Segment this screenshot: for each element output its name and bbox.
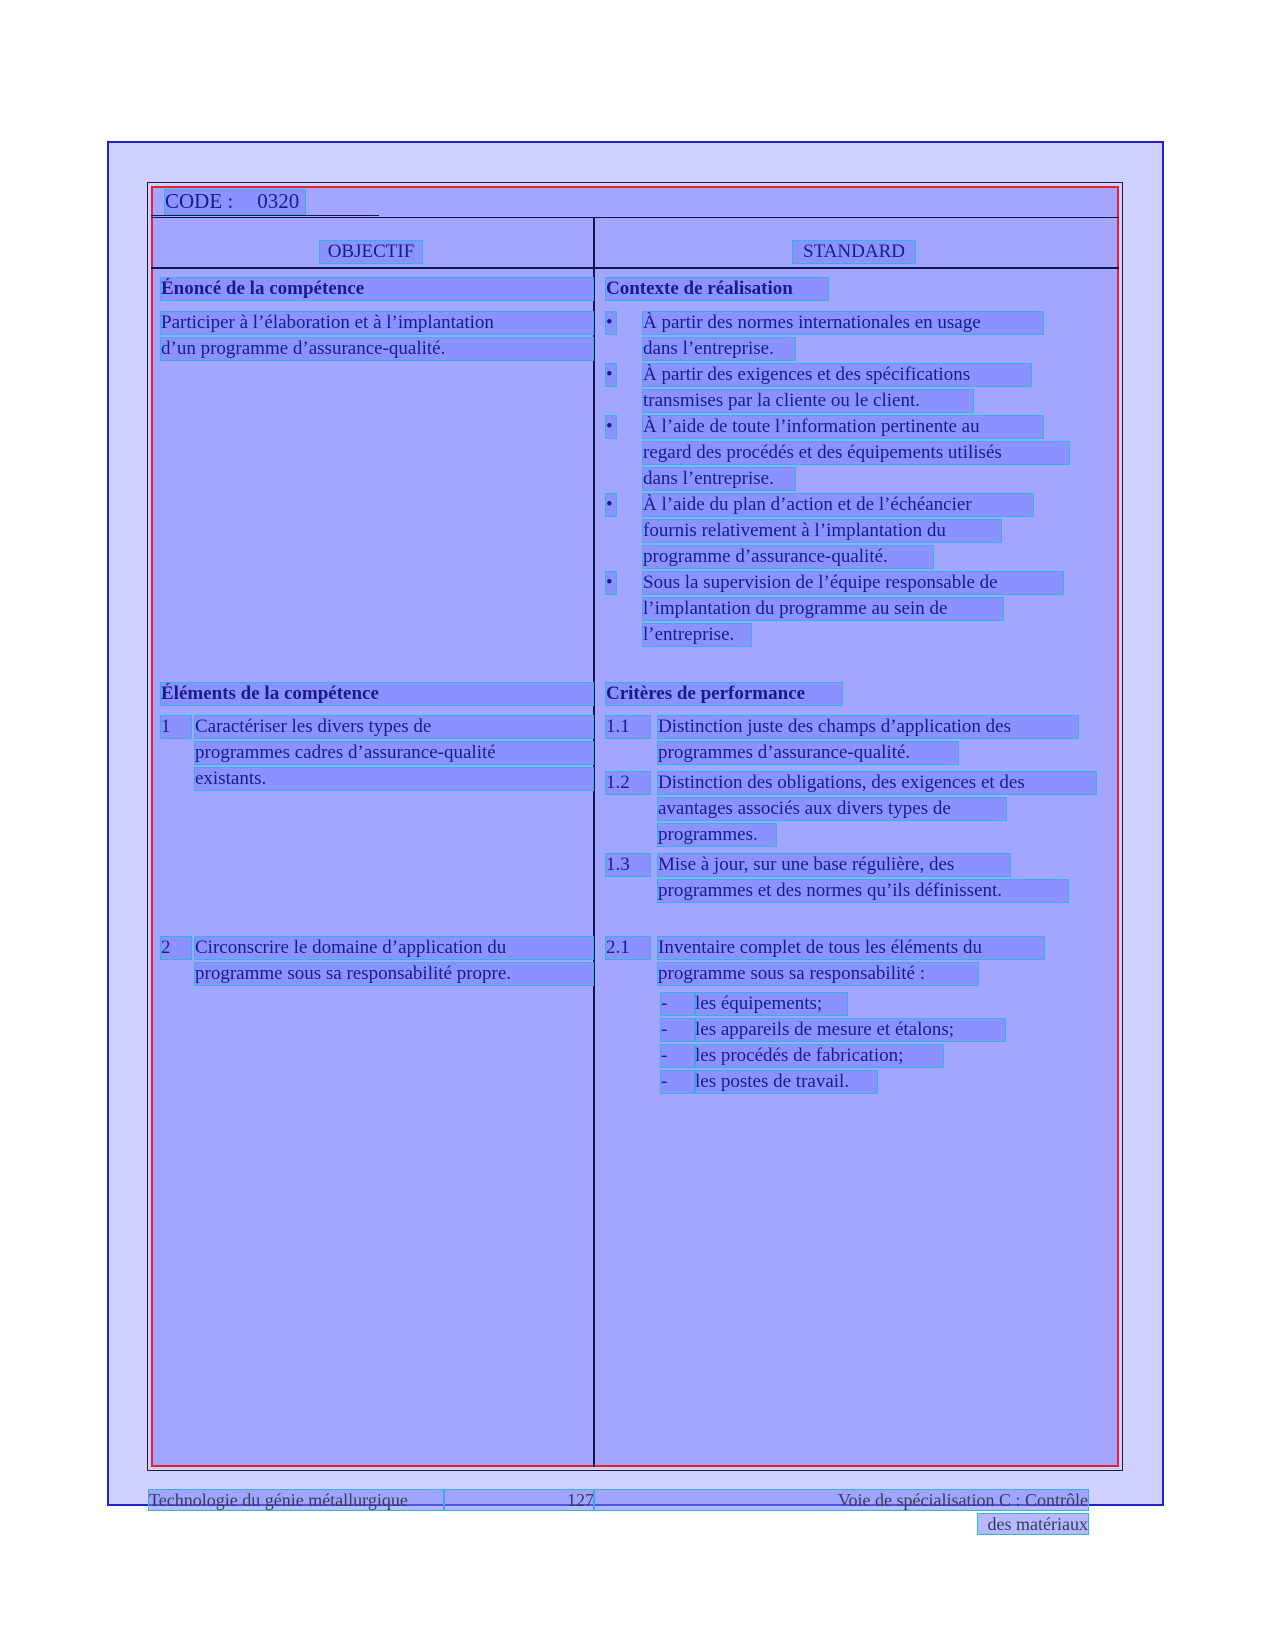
header-top-rule xyxy=(151,217,1119,218)
elements-title: Éléments de la compétence xyxy=(161,683,593,705)
critere-line: avantages associés aux divers types de xyxy=(658,798,1006,820)
critere-number: 1.1 xyxy=(606,716,650,738)
contexte-bullet: • xyxy=(606,494,616,516)
critere-line: Distinction des obligations, des exigences et des xyxy=(658,772,1096,794)
critere-line: programmes. xyxy=(658,824,776,846)
contexte-line: À partir des exigences et des spécifications xyxy=(643,364,1031,386)
critere-line: programme sous sa responsabilité : xyxy=(658,963,978,985)
footer-left: Technologie du génie métallurgique xyxy=(149,1490,444,1510)
footer-right-line1: Voie de spécialisation C : Contrôle xyxy=(594,1490,1088,1510)
code-value: 0320 xyxy=(257,189,300,213)
critere-line: Inventaire complet de tous les éléments du xyxy=(658,937,1044,959)
criteres-title: Critères de performance xyxy=(606,683,842,705)
contexte-line: Sous la supervision de l’équipe responsable de xyxy=(643,572,1063,594)
contexte-line: programme d’assurance-qualité. xyxy=(643,546,933,568)
contexte-bullet: • xyxy=(606,572,616,594)
contexte-bullet: • xyxy=(606,416,616,438)
element-line: existants. xyxy=(195,768,593,790)
critere-line: programmes d’assurance-qualité. xyxy=(658,742,958,764)
contexte-line: regard des procédés et des équipements utilisés xyxy=(643,442,1069,464)
critere-number: 1.3 xyxy=(606,854,650,876)
element-line: programmes cadres d’assurance-qualité xyxy=(195,742,593,764)
critere-subitem: les appareils de mesure et étalons; xyxy=(695,1019,1005,1041)
code-underline xyxy=(151,215,379,216)
contexte-line: À partir des normes internationales en usage xyxy=(643,312,1043,334)
critere-line: programmes et des normes qu’ils définissent. xyxy=(658,880,1068,902)
element-line: programme sous sa responsabilité propre. xyxy=(195,963,593,985)
enonce-line: d’un programme d’assurance-qualité. xyxy=(161,338,593,360)
critere-dash: - xyxy=(661,1045,695,1067)
column-header-objectif: OBJECTIF xyxy=(320,241,422,263)
element-number: 1 xyxy=(161,716,191,738)
contexte-line: dans l’entreprise. xyxy=(643,338,795,360)
critere-dash: - xyxy=(661,1019,695,1041)
code-label: CODE : 0320 xyxy=(165,190,305,214)
column-header-standard: STANDARD xyxy=(793,241,915,263)
contexte-line: l’implantation du programme au sein de xyxy=(643,598,1003,620)
critere-number: 1.2 xyxy=(606,772,650,794)
element-number: 2 xyxy=(161,937,191,959)
element-line: Circonscrire le domaine d’application du xyxy=(195,937,593,959)
enonce-title: Énoncé de la compétence xyxy=(161,278,593,300)
critere-dash: - xyxy=(661,993,695,1015)
column-divider xyxy=(593,218,595,1467)
critere-line: Mise à jour, sur une base régulière, des xyxy=(658,854,1010,876)
enonce-line: Participer à l’élaboration et à l’implantation xyxy=(161,312,593,334)
contexte-line: fournis relativement à l’implantation du xyxy=(643,520,1001,542)
contexte-bullet: • xyxy=(606,364,616,386)
contexte-line: transmises par la cliente ou le client. xyxy=(643,390,973,412)
contexte-line: À l’aide du plan d’action et de l’échéancier xyxy=(643,494,1033,516)
critere-subitem: les procédés de fabrication; xyxy=(695,1045,943,1067)
critere-line: Distinction juste des champs d’application des xyxy=(658,716,1078,738)
element-line: Caractériser les divers types de xyxy=(195,716,593,738)
footer-right-line2: des matériaux xyxy=(978,1514,1088,1534)
contexte-line: À l’aide de toute l’information pertinente au xyxy=(643,416,1043,438)
critere-subitem: les équipements; xyxy=(695,993,847,1015)
contexte-line: dans l’entreprise. xyxy=(643,468,795,490)
header-bottom-rule xyxy=(151,267,1119,269)
critere-dash: - xyxy=(661,1071,695,1093)
contexte-line: l’entreprise. xyxy=(643,624,751,646)
contexte-bullet: • xyxy=(606,312,616,334)
footer-page-number: 127 xyxy=(444,1490,594,1510)
contexte-title: Contexte de réalisation xyxy=(606,278,828,300)
critere-subitem: les postes de travail. xyxy=(695,1071,877,1093)
critere-number: 2.1 xyxy=(606,937,650,959)
